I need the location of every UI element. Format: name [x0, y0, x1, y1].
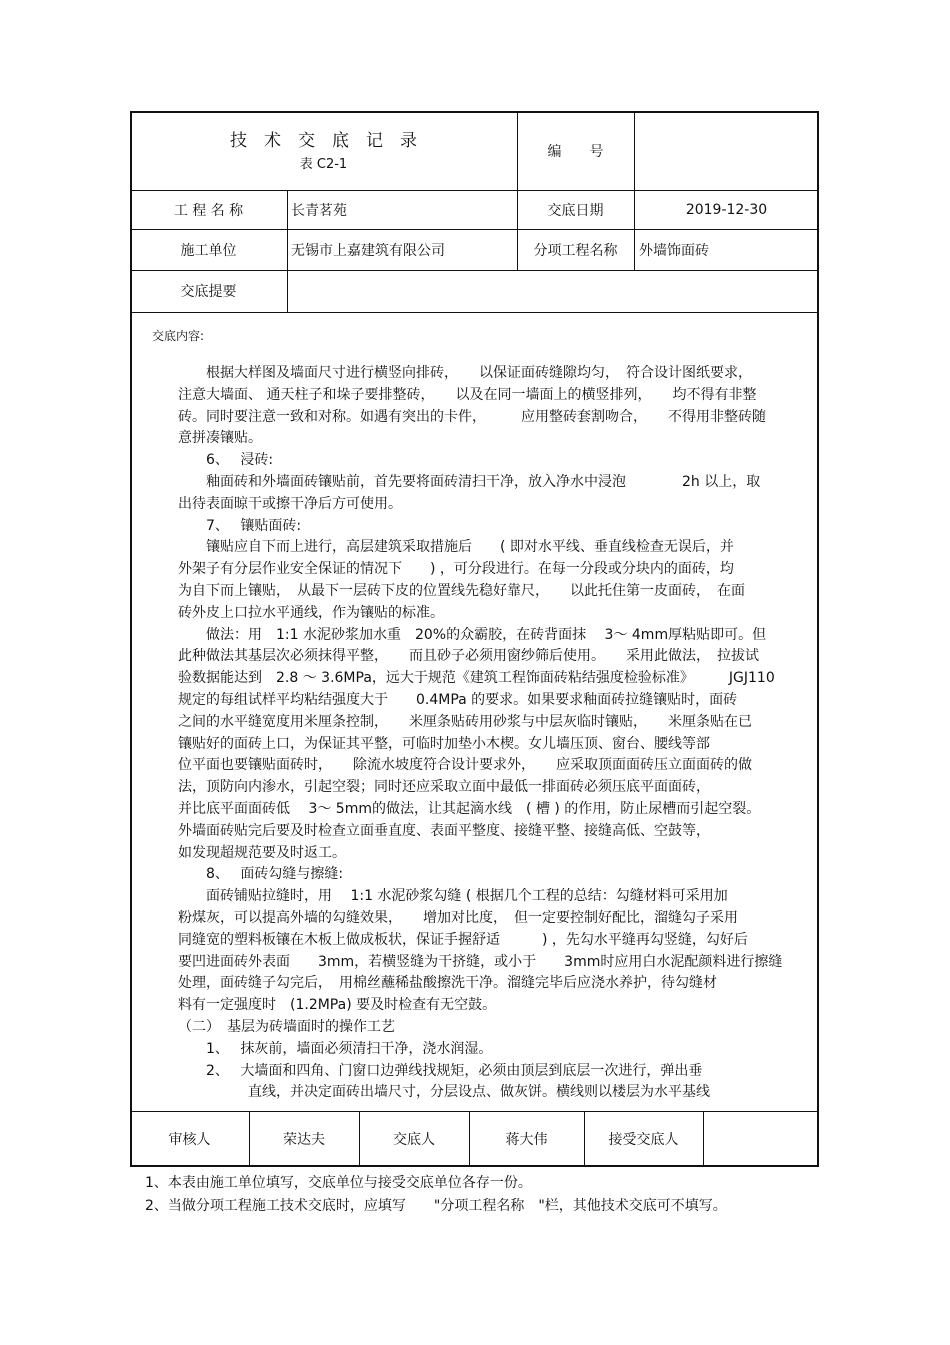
content-line: 并比底平面面砖低 3～ 5mm的做法，让其起滴水线 ( 槽 ) 的作用，防止尿槽而引起空裂。 [178, 800, 761, 817]
content-line: 砖。同时要注意一致和对称。如遇有突出的卡件， 应用整砖套割吻合， 不得用非整砖随 [178, 408, 766, 425]
content-line: 此种做法其基层次必须抹得平整， 而且砂子必须用窗纱筛后使用。 采用此做法， 拉拔试 [178, 648, 759, 665]
content-line: 面砖铺贴拉缝时，用 1:1 水泥砂浆勾缝 ( 根据几个工程的总结：勾缝材料可采用加 [178, 888, 728, 905]
content-line: 外墙面砖贴完后要及时检查立面垂直度、表面平整度、接缝平整、接缝高低、空鼓等， [178, 822, 710, 839]
content-line: 规定的每组试样平均粘结强度大于 0.4MPa 的要求。如果要求釉面砖拉缝镶贴时，面砖 [178, 691, 738, 708]
content-line: 法，顶防向内渗水，引起空裂；同时还应采取立面中最低一排面砖必须压底平面面砖， [178, 779, 710, 796]
subproject-label: 分项工程名称 [533, 242, 618, 259]
project-value: 长青茗苑 [291, 202, 347, 219]
content-line: 粉煤灰，可以提高外墙的勾缝效果， 增加对比度， 但一定要控制好配比，溜缝勾子采用 [178, 909, 738, 926]
content-body [178, 363, 782, 1104]
reviewer-label: 审核人 [168, 1132, 211, 1148]
form-number: 表 C2-1 [299, 156, 348, 172]
content-line: 要凹进面砖外表面 3mm，若横竖缝为干挤缝，或小于 3mm时应用白水泥配颜料进行擦缝 [178, 953, 783, 970]
content-line: 料有一定强度时 (1.2MPa) 要及时检查有无空鼓。 [178, 997, 497, 1014]
footnote: 1、本表由施工单位填写，交底单位与接受交底单位各存一份。 [145, 1175, 532, 1191]
content-line: （二） 基层为砖墙面时的操作工艺 [178, 1018, 395, 1035]
content-line: 2、 大墙面和四角、门窗口边弹线找规矩，必须由顶层到底层一次进行，弹出垂 [178, 1062, 703, 1079]
content-line: 之间的水平缝宽度用米厘条控制， 米厘条贴砖用砂浆与中层灰临时镶贴， 米厘条贴在已 [178, 713, 752, 730]
content-line: 8、 面砖勾缝与擦缝: [178, 866, 344, 883]
content-label: 交底内容: [152, 329, 205, 343]
reviewer-value: 荣达夫 [283, 1132, 325, 1148]
content-line: 釉面砖和外墙面砖镶贴前，首先要将面砖清扫干净，放入净水中浸泡 2h 以上，取 [178, 473, 761, 490]
content-line: 砖外皮上口拉水平通线，作为镶贴的标准。 [178, 604, 444, 621]
subproject-value: 外墙饰面砖 [639, 242, 709, 259]
content-line: 镶贴好的面砖上口，为保证其平整，可临时加垫小木楔。女儿墙压顶、窗台、腰线等部 [178, 735, 710, 752]
content-line: 为自下而上镶贴， 从最下一层砖下皮的位置线先稳好靠尺， 以此托住第一皮面砖， 在面 [178, 582, 745, 599]
content-line: 意拼凑镶贴。 [178, 430, 262, 447]
company-value: 无锡市上嘉建筑有限公司 [291, 242, 445, 259]
content-line: 注意大墙面、 通天柱子和垛子要排整砖， 以及在同一墙面上的横竖排列， 均不得有非整 [178, 386, 757, 403]
footnote: 2、当做分项工程施工技术交底时，应填写 "分项工程名称 "栏，其他技术交底可不填写。 [145, 1198, 727, 1214]
content-line: 镶贴应自下而上进行，高层建筑采取措施后 ( 即对水平线、垂直线检查无误后，并 [178, 539, 734, 556]
content-line: 直线，并决定面砖出墙尺寸，分层设点、做灰饼。横线则以楼层为水平基线 [178, 1084, 710, 1101]
row-divider [130, 312, 819, 313]
date-label: 交底日期 [547, 202, 604, 219]
content-line: 做法：用 1:1 水泥砂浆加水重 20%的众霸胶，在砖背面抹 3～ 4mm厚粘贴即可。但 [178, 626, 767, 643]
content-line: 6、 浸砖: [178, 452, 274, 469]
content-line: 位平面也要镶贴面砖时， 除流水坡度符合设计要求外， 应采取顶面面砖压立面面砖的做 [178, 757, 752, 774]
number-value [634, 111, 819, 190]
summary-label: 交底提要 [180, 284, 237, 300]
summary-value [291, 270, 811, 312]
number-label: 编 号 [547, 143, 604, 160]
content-line: 1、 抹灰前，墙面必须清扫干净，浇水润湿。 [178, 1040, 493, 1057]
content-line: 验数据能达到 2.8 ～ 3.6MPa，远大于规范《建筑工程饰面砖粘结强度检验标准》 JGJ110 [178, 670, 775, 687]
receiver-value [703, 1111, 819, 1167]
content-line: 7、 镶贴面砖: [178, 517, 302, 534]
receiver-label: 接受交底人 [608, 1132, 679, 1148]
col-divider [287, 190, 288, 312]
content-line: 外架子有分层作业安全保证的情况下 ) ，可分段进行。在每一分段或分块内的面砖，均 [178, 561, 734, 578]
discloser-label: 交底人 [393, 1132, 435, 1148]
content-line: 如发现超规范要及时返工。 [178, 844, 346, 861]
content-line: 同缝宽的塑料板镶在木板上做成板状，保证手握舒适 ) ，先勾水平缝再勾竖缝，勾好后 [178, 931, 748, 948]
content-line: 根据大样图及墙面尺寸进行横竖向排砖， 以保证面砖缝隙均匀， 符合设计图纸要求， [178, 365, 752, 381]
date-value: 2019-12-30 [685, 201, 768, 218]
company-label: 施工单位 [180, 242, 237, 259]
project-label: 工 程 名 称 [173, 202, 244, 219]
discloser-value: 蒋大伟 [505, 1132, 548, 1148]
content-line: 出待表面晾干或擦干净后方可使用。 [178, 495, 402, 512]
page-title: 技术交底记录 [230, 130, 434, 151]
content-line: 处理，面砖缝子勾完后， 用棉丝蘸稀盐酸擦洗干净。溜缝完毕后应浇水养护，待勾缝材 [178, 975, 717, 992]
